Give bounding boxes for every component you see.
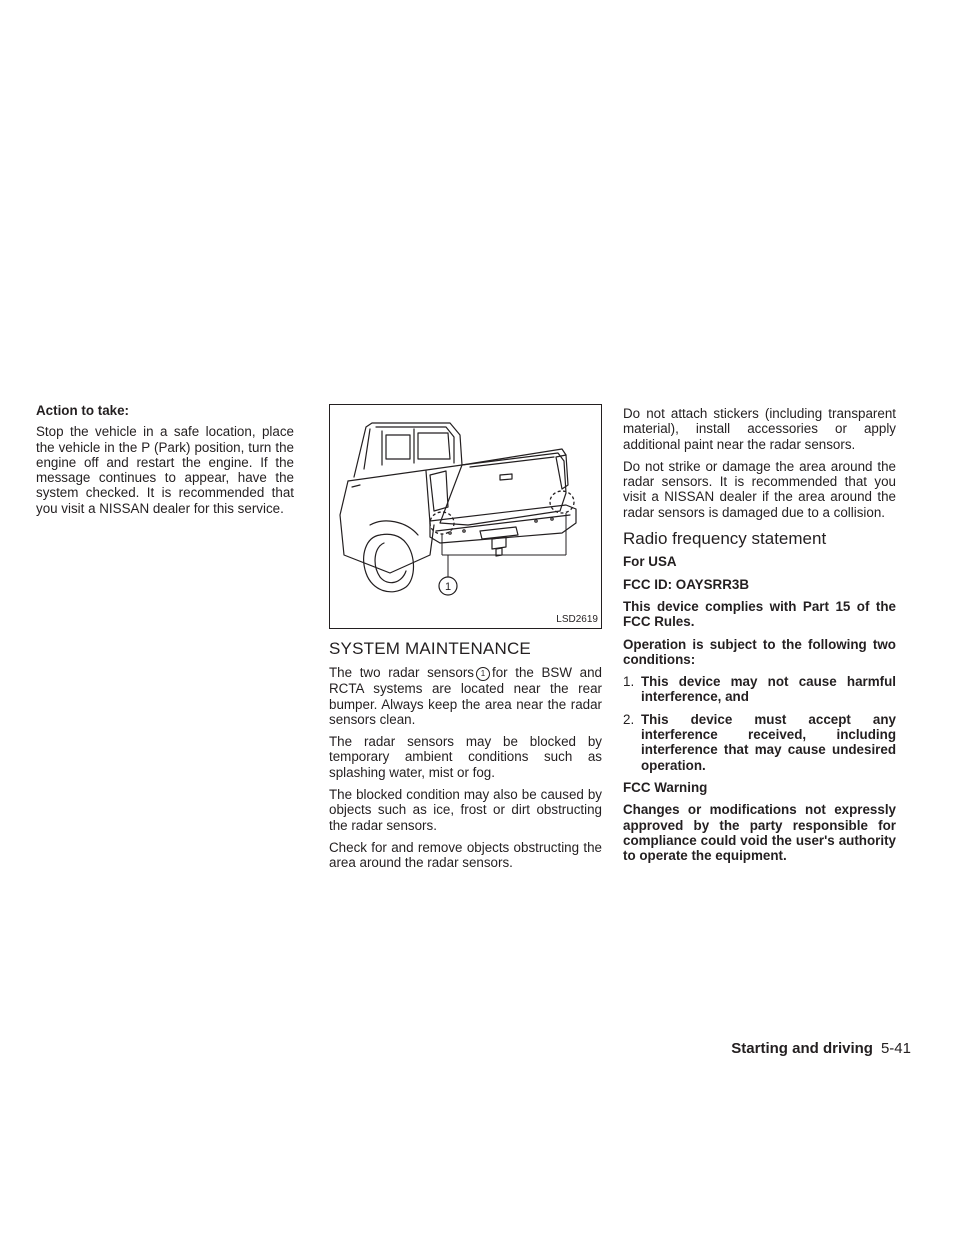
maintenance-paragraph-4: Check for and remove objects obstructing the area around the radar sensors. (329, 839, 602, 871)
warning-title: FCC Warning (623, 779, 708, 795)
list-number: 2. (623, 711, 635, 727)
list-number: 1. (623, 674, 635, 690)
action-heading: Action to take: (36, 403, 129, 418)
p1-after: for the BSW and RCTA systems are located near the rear bumper. Always keep the area near the radar sensors clean. (329, 665, 602, 727)
maintenance-paragraph-3: The blocked condition may also be caused by objects such as ice, frost or dirt obstructing the radar sensors. (329, 787, 602, 833)
damage-paragraph: Do not strike or damage the area around the radar sensors. It is recommended that you visit a NISSAN dealer if the area around the radar sensors is damaged due to a collision. (623, 458, 896, 520)
stickers-paragraph: Do not attach stickers (including transparent material), install accessories or apply additional paint near the radar sensors. (623, 406, 896, 452)
list-item (623, 712, 896, 773)
maintenance-paragraph-1 (329, 665, 602, 727)
complies-statement: This device complies with Part 15 of the FCC Rules. (623, 598, 896, 630)
page-number: 5-41 (880, 1040, 911, 1057)
subsection-title: Radio frequency statement (623, 529, 827, 549)
action-paragraph: Stop the vehicle in a safe location, place the vehicle in the P (Park) position, turn the engine off and restart the engine. If the message continues to appear, have the system checked. It is recommended that you visit a NISSAN dealer for this service. (36, 424, 294, 516)
column-1 (36, 403, 294, 523)
truck-drawing (330, 405, 601, 628)
warning-text: Changes or modifications not expressly approved by the party responsible for compliance could void the user's authority to operate the equipment. (623, 802, 896, 864)
list-item (623, 674, 896, 705)
figure-code: LSD2619 (556, 613, 598, 625)
list-text: This device may not cause harmful interference, and (641, 674, 896, 705)
column-3 (623, 406, 896, 870)
footer-section: Starting and driving (731, 1040, 873, 1057)
conditions-intro: Operation is subject to the following two conditions: (623, 636, 896, 667)
item-marker-1: 1 (476, 667, 490, 681)
fcc-id: FCC ID: OAYSRR3B (623, 576, 749, 592)
section-title: SYSTEM MAINTENANCE (329, 639, 531, 658)
for-usa: For USA (623, 554, 677, 570)
maintenance-paragraph-2: The radar sensors may be blocked by temporary ambient conditions such as splashing water, mist or fog. (329, 734, 602, 780)
truck-rear-illustration (329, 404, 602, 629)
list-text: This device must accept any interference received, including interference that may cause undesired operation. (641, 711, 896, 773)
column-2 (329, 403, 602, 878)
callout-number: 1 (444, 581, 452, 593)
p1-before: The two radar sensors (329, 665, 474, 681)
page-footer (731, 1040, 911, 1057)
